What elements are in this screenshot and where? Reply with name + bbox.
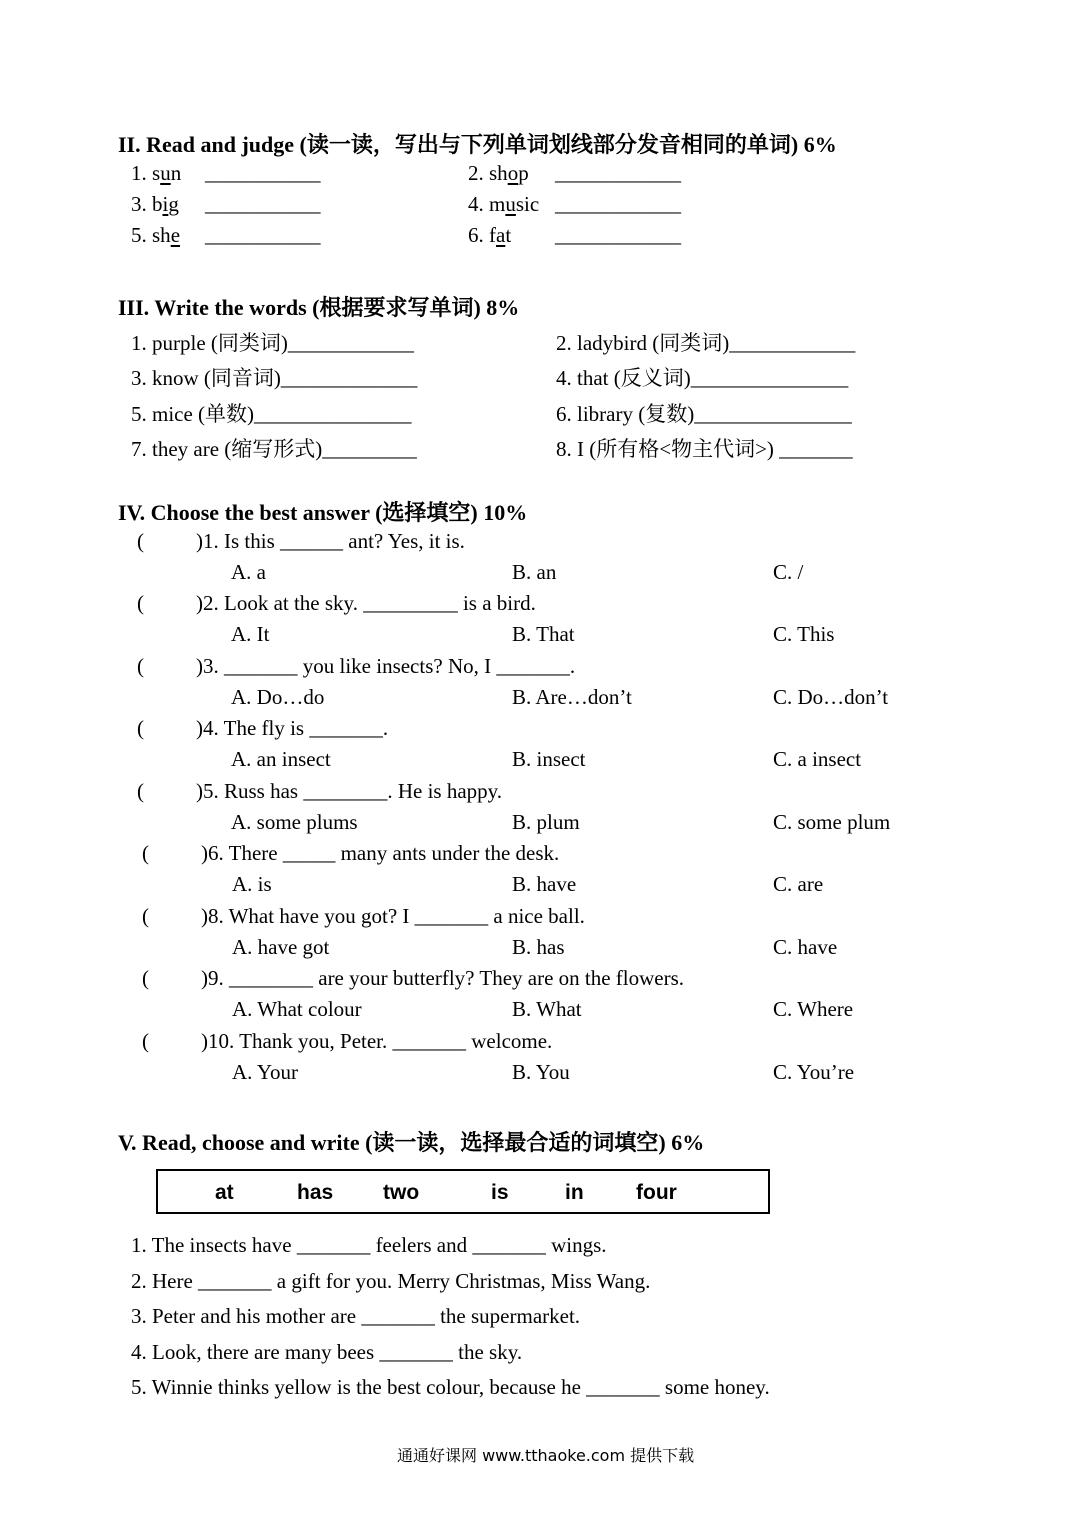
option-b: B. an	[512, 560, 557, 584]
word-bank-word: two	[383, 1181, 420, 1204]
section-3-heading: III. Write the words (根据要求写单词) 8%	[118, 295, 520, 320]
option-c: C. This	[773, 622, 835, 646]
question-2: )2. Look at the sky. _________ is a bird.	[196, 591, 536, 615]
fill-sentence-3: 3. Peter and his mother are _______ the supermarket.	[131, 1304, 581, 1328]
word-bank-word: at	[215, 1181, 234, 1204]
page-footer: 通通好课网 www.tthaoke.com 提供下载	[397, 1446, 695, 1465]
question-9: )9. ________ are your butterfly? They are on the flowers.	[201, 966, 685, 990]
question-3: )3. _______ you like insects? No, I _______.	[196, 654, 576, 678]
question-4: )4. The fly is _______.	[196, 716, 389, 740]
option-a: A. Your	[232, 1060, 298, 1084]
word-bank-word: four	[636, 1181, 677, 1204]
option-c: C. /	[773, 560, 804, 584]
word-item-6: 6. library (复数)_______________	[556, 402, 852, 426]
underlined-letter: i	[162, 192, 169, 216]
word-item-3: 3. know (同音词)_____________	[131, 366, 418, 390]
option-c: C. a insect	[773, 747, 862, 771]
answer-paren[interactable]: (	[137, 591, 144, 615]
underlined-letter: u	[505, 192, 516, 216]
word-part: s	[152, 161, 161, 185]
word-item-4: 4. that (反义词)_______________	[556, 366, 849, 390]
option-c: C. have	[773, 935, 838, 959]
answer-blank[interactable]: ____________	[555, 161, 681, 185]
answer-blank[interactable]: ___________	[205, 223, 321, 247]
section-4-heading: IV. Choose the best answer (选择填空) 10%	[118, 500, 528, 525]
fill-sentence-1: 1. The insects have _______ feelers and _______ wings.	[131, 1233, 607, 1257]
phonics-item-2	[468, 161, 529, 186]
option-c: C. are	[773, 872, 824, 896]
word-part: b	[152, 192, 163, 216]
question-8: )8. What have you got? I _______ a nice ball.	[201, 904, 585, 928]
word-part: sh	[489, 161, 508, 185]
question-6: )6. There _____ many ants under the desk.	[201, 841, 560, 865]
option-c: C. Where	[773, 997, 854, 1021]
question-1: )1. Is this ______ ant? Yes, it is.	[196, 529, 465, 553]
phonics-item-3	[131, 192, 179, 217]
option-b: B. plum	[512, 810, 580, 834]
option-b: B. You	[512, 1060, 570, 1084]
underlined-letter: u	[160, 161, 171, 185]
option-b: B. have	[512, 872, 577, 896]
word-part: t	[505, 223, 512, 247]
option-c: C. some plum	[773, 810, 891, 834]
word-part: sh	[152, 223, 171, 247]
answer-paren[interactable]: (	[137, 716, 144, 740]
option-a: A. an insect	[231, 747, 331, 771]
option-a: A. some plums	[231, 810, 358, 834]
fill-sentence-4: 4. Look, there are many bees _______ the sky.	[131, 1340, 523, 1364]
option-b: B. Are…don’t	[512, 685, 632, 709]
phonics-item-1	[131, 161, 181, 186]
phonics-item-5	[131, 223, 180, 248]
option-b: B. That	[512, 622, 575, 646]
phonics-item-6	[468, 223, 511, 248]
answer-blank[interactable]: ___________	[205, 161, 321, 185]
word-bank-word: has	[297, 1181, 334, 1204]
option-a: A. have got	[232, 935, 330, 959]
section-2-heading: II. Read and judge (读一读，写出与下列单词划线部分发音相同的单词) 6%	[118, 132, 837, 157]
underlined-letter: a	[496, 223, 506, 247]
word-part: n	[170, 161, 182, 185]
answer-paren[interactable]: (	[142, 841, 149, 865]
word-part: sic	[515, 192, 540, 216]
option-a: A. a	[231, 560, 266, 584]
option-b: B. What	[512, 997, 582, 1021]
option-c: C. You’re	[773, 1060, 855, 1084]
word-bank-word: is	[491, 1181, 509, 1204]
item-number: 6.	[468, 223, 484, 247]
phonics-item-4	[468, 192, 539, 217]
answer-paren[interactable]: (	[142, 1029, 149, 1053]
underlined-letter: o	[507, 161, 519, 185]
word-part: g	[168, 192, 179, 216]
word-item-8: 8. I (所有格<物主代词>) _______	[556, 437, 853, 461]
option-b: B. has	[512, 935, 565, 959]
item-number: 3.	[131, 192, 147, 216]
option-c: C. Do…don’t	[773, 685, 889, 709]
word-part: f	[489, 223, 496, 247]
word-bank-box	[156, 1169, 770, 1214]
answer-paren[interactable]: (	[142, 904, 149, 928]
option-b: B. insect	[512, 747, 586, 771]
answer-blank[interactable]: ____________	[555, 192, 681, 216]
option-a: A. What colour	[232, 997, 362, 1021]
item-number: 5.	[131, 223, 147, 247]
fill-sentence-2: 2. Here _______ a gift for you. Merry Christmas, Miss Wang.	[131, 1269, 651, 1293]
option-a: A. Do…do	[231, 685, 325, 709]
answer-paren[interactable]: (	[142, 966, 149, 990]
fill-sentence-5: 5. Winnie thinks yellow is the best colour, because he _______ some honey.	[131, 1375, 770, 1399]
answer-blank[interactable]: ___________	[205, 192, 321, 216]
item-number: 1.	[131, 161, 147, 185]
item-number: 2.	[468, 161, 484, 185]
option-a: A. It	[231, 622, 270, 646]
question-10: )10. Thank you, Peter. _______ welcome.	[201, 1029, 553, 1053]
section-5-heading: V. Read, choose and write (读一读，选择最合适的词填空) 6%	[118, 1130, 705, 1155]
word-item-7: 7. they are (缩写形式)_________	[131, 437, 417, 461]
word-item-1: 1. purple (同类词)____________	[131, 331, 414, 355]
question-5: )5. Russ has ________. He is happy.	[196, 779, 503, 803]
underlined-letter: e	[170, 223, 181, 247]
word-item-5: 5. mice (单数)_______________	[131, 402, 412, 426]
answer-paren[interactable]: (	[137, 529, 144, 553]
word-part: m	[489, 192, 506, 216]
answer-blank[interactable]: ____________	[555, 223, 681, 247]
word-item-2: 2. ladybird (同类词)____________	[556, 331, 856, 355]
answer-paren[interactable]: (	[137, 654, 144, 678]
word-part: p	[518, 161, 529, 185]
answer-paren[interactable]: (	[137, 779, 144, 803]
word-bank-word: in	[565, 1181, 584, 1204]
option-a: A. is	[232, 872, 272, 896]
item-number: 4.	[468, 192, 484, 216]
